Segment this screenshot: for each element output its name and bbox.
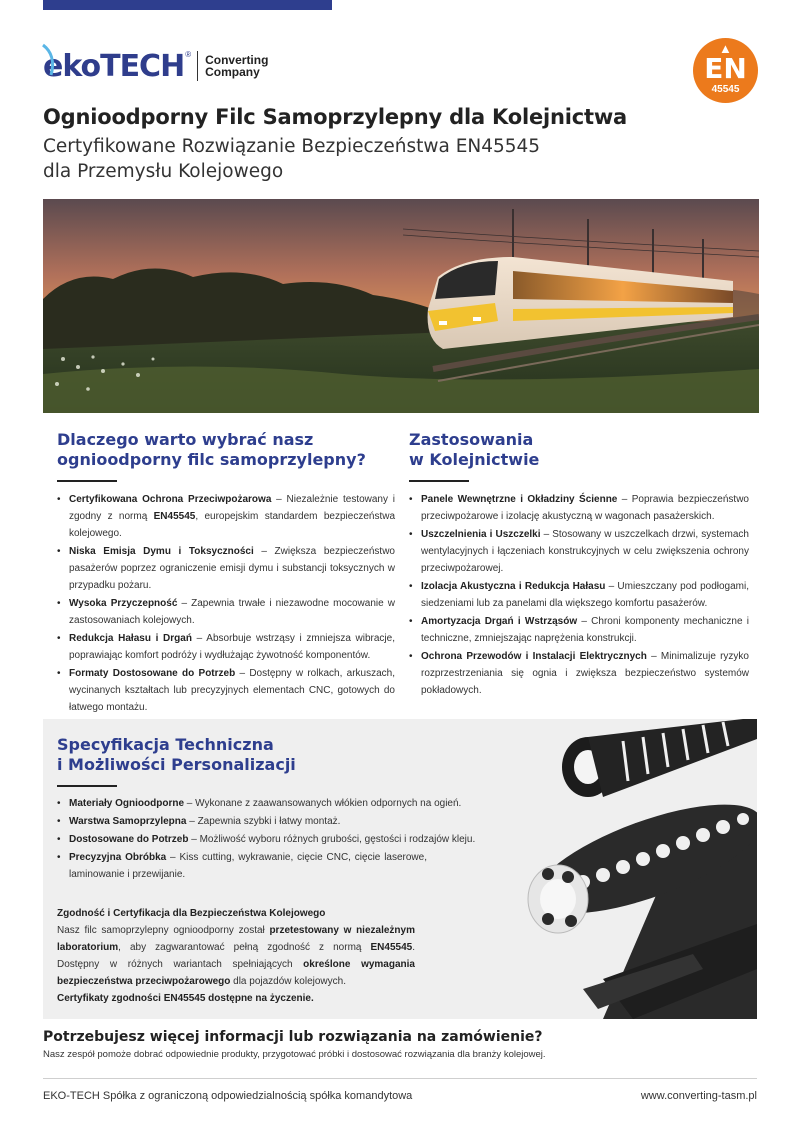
page-subtitle: Certyfikowane Rozwiązanie Bezpieczeństwa EN45545 dla Przemysłu Kolejowego — [43, 136, 541, 182]
cta-text: Nasz zespół pomoże dobrać odpowiednie produkty, przygotować próbki i dostosować rozwiązania dla branży kolejowej. — [43, 1049, 546, 1060]
list-item: • Niska Emisja Dymu i Toksyczności – Zwiększa bezpieczeństwo pasażerów poprzez ograniczenie emisji dymu i substancji toksycznych w przypadku pożaru. — [57, 543, 395, 594]
list-item: • Certyfikowana Ochrona Przeciwpożarowa – Niezależnie testowany i zgodny z normą EN45545, europejskim standardem bezpieczeństwa kolejowego. — [57, 491, 395, 542]
list-item: • Panele Wewnętrzne i Okładziny Ścienne – Poprawia bezpieczeństwo przeciwpożarowe i izolację akustyczną w wagonach pasażerskich. — [409, 491, 749, 525]
why-list — [57, 491, 395, 717]
list-item: • Wysoka Przyczepność – Zapewnia trwałe i niezawodne mocowanie w zastosowaniach kolejowych. — [57, 595, 395, 629]
cta-title: Potrzebujesz więcej informacji lub rozwiązania na zamówienie? — [43, 1029, 543, 1045]
list-item: • Warstwa Samoprzylepna – Zapewnia szybki i łatwy montaż. — [57, 813, 487, 830]
flame-icon: ▲ — [719, 41, 732, 56]
en45545-badge — [693, 38, 758, 103]
uses-section-title: Zastosowania w Kolejnictwie — [409, 430, 540, 469]
logo-wordmark: ekoTECH — [43, 49, 184, 84]
list-item: • Precyzyjna Obróbka – Kiss cutting, wykrawanie, cięcie CNC, cięcie laserowe, laminowanie i przewijanie. — [57, 849, 427, 883]
list-item: • Dostosowane do Potrzeb – Możliwość wyboru różnych grubości, gęstości i rodzajów kleju. — [57, 831, 477, 848]
list-item: • Uszczelnienia i Uszczelki – Stosowany w uszczelkach drzwi, systemach wentylacyjnych i łączeniach konstrukcyjnych w celu zwiększenia ochrony przeciwpożarowej. — [409, 526, 749, 577]
spec-title-rule — [57, 785, 117, 787]
logo-tagline: Converting Company — [205, 53, 269, 79]
spec-list — [57, 795, 487, 884]
logo-divider — [197, 51, 198, 81]
registered-mark: ® — [185, 49, 192, 59]
badge-en-text: EN — [704, 52, 747, 85]
badge-number: 45545 — [711, 84, 740, 95]
footer-divider — [43, 1078, 757, 1079]
hero-train-image — [43, 199, 759, 413]
footer-website-link[interactable]: www.converting-tasm.pl — [640, 1090, 757, 1102]
list-item: • Amortyzacja Drgań i Wstrząsów – Chroni komponenty mechaniczne i techniczne, zmniejszając naprężenia konstrukcji. — [409, 613, 749, 647]
list-item: • Ochrona Przewodów i Instalacji Elektrycznych – Minimalizuje ryzyko rozprzestrzeniania się ognia i zwiększa bezpieczeństwo systemów pokładowych. — [409, 648, 749, 699]
uses-title-rule — [409, 480, 469, 482]
footer-company-name: EKO-TECH Spółka z ograniczoną odpowiedzialnością spółka komandytowa — [43, 1090, 413, 1102]
why-title-rule — [57, 480, 117, 482]
spec-section-title: Specyfikacja Techniczna i Możliwości Personalizacji — [57, 735, 296, 774]
compliance-block: Zgodność i Certyfikacja dla Bezpieczeństwa Kolejowego Nasz filc samoprzylepny ognioodporny został przetestowany w niezależnym laboratorium, aby zagwarantować pełną zgodność z normą EN45545. Dostępny w różnych wariantach spełniających określone wymagania bezpieczeństwa przeciwpożarowego dla pojazdów kolejowych. Certyfikaty zgodności EN45545 dostępne na życzenie. — [57, 908, 415, 1004]
top-accent-bar — [43, 0, 332, 10]
train-illustration — [43, 199, 759, 413]
compliance-closing: Certyfikaty zgodności EN45545 dostępne na życzenie. — [57, 993, 314, 1004]
compliance-heading: Zgodność i Certyfikacja dla Bezpieczeństwa Kolejowego — [57, 908, 326, 919]
page-title: Ognioodporny Filc Samoprzylepny dla Kolejnictwa — [43, 105, 628, 129]
list-item: • Redukcja Hałasu i Drgań – Absorbuje wstrząsy i zmniejsza wibracje, poprawiając komfort podróży i wydłużając żywotność komponentów. — [57, 630, 395, 664]
list-item: • Izolacja Akustyczna i Redukcja Hałasu – Umieszczany pod podłogami, siedzeniami lub za panelami dla większego komfortu pasażerów. — [409, 578, 749, 612]
list-item: • Materiały Ognioodporne – Wykonane z zaawansowanych włókien odpornych na ogień. — [57, 795, 487, 812]
company-logo — [43, 46, 268, 86]
why-section-title: Dlaczego warto wybrać nasz ognioodporny filc samoprzylepny? — [57, 430, 366, 469]
uses-list — [409, 491, 749, 700]
logo-swoosh-icon — [41, 43, 57, 77]
list-item: • Formaty Dostosowane do Potrzeb – Dostępny w rolkach, arkuszach, wycinanych kształtach lub precyzyjnych elementach CNC, gotowych do łatwego montażu. — [57, 665, 395, 716]
